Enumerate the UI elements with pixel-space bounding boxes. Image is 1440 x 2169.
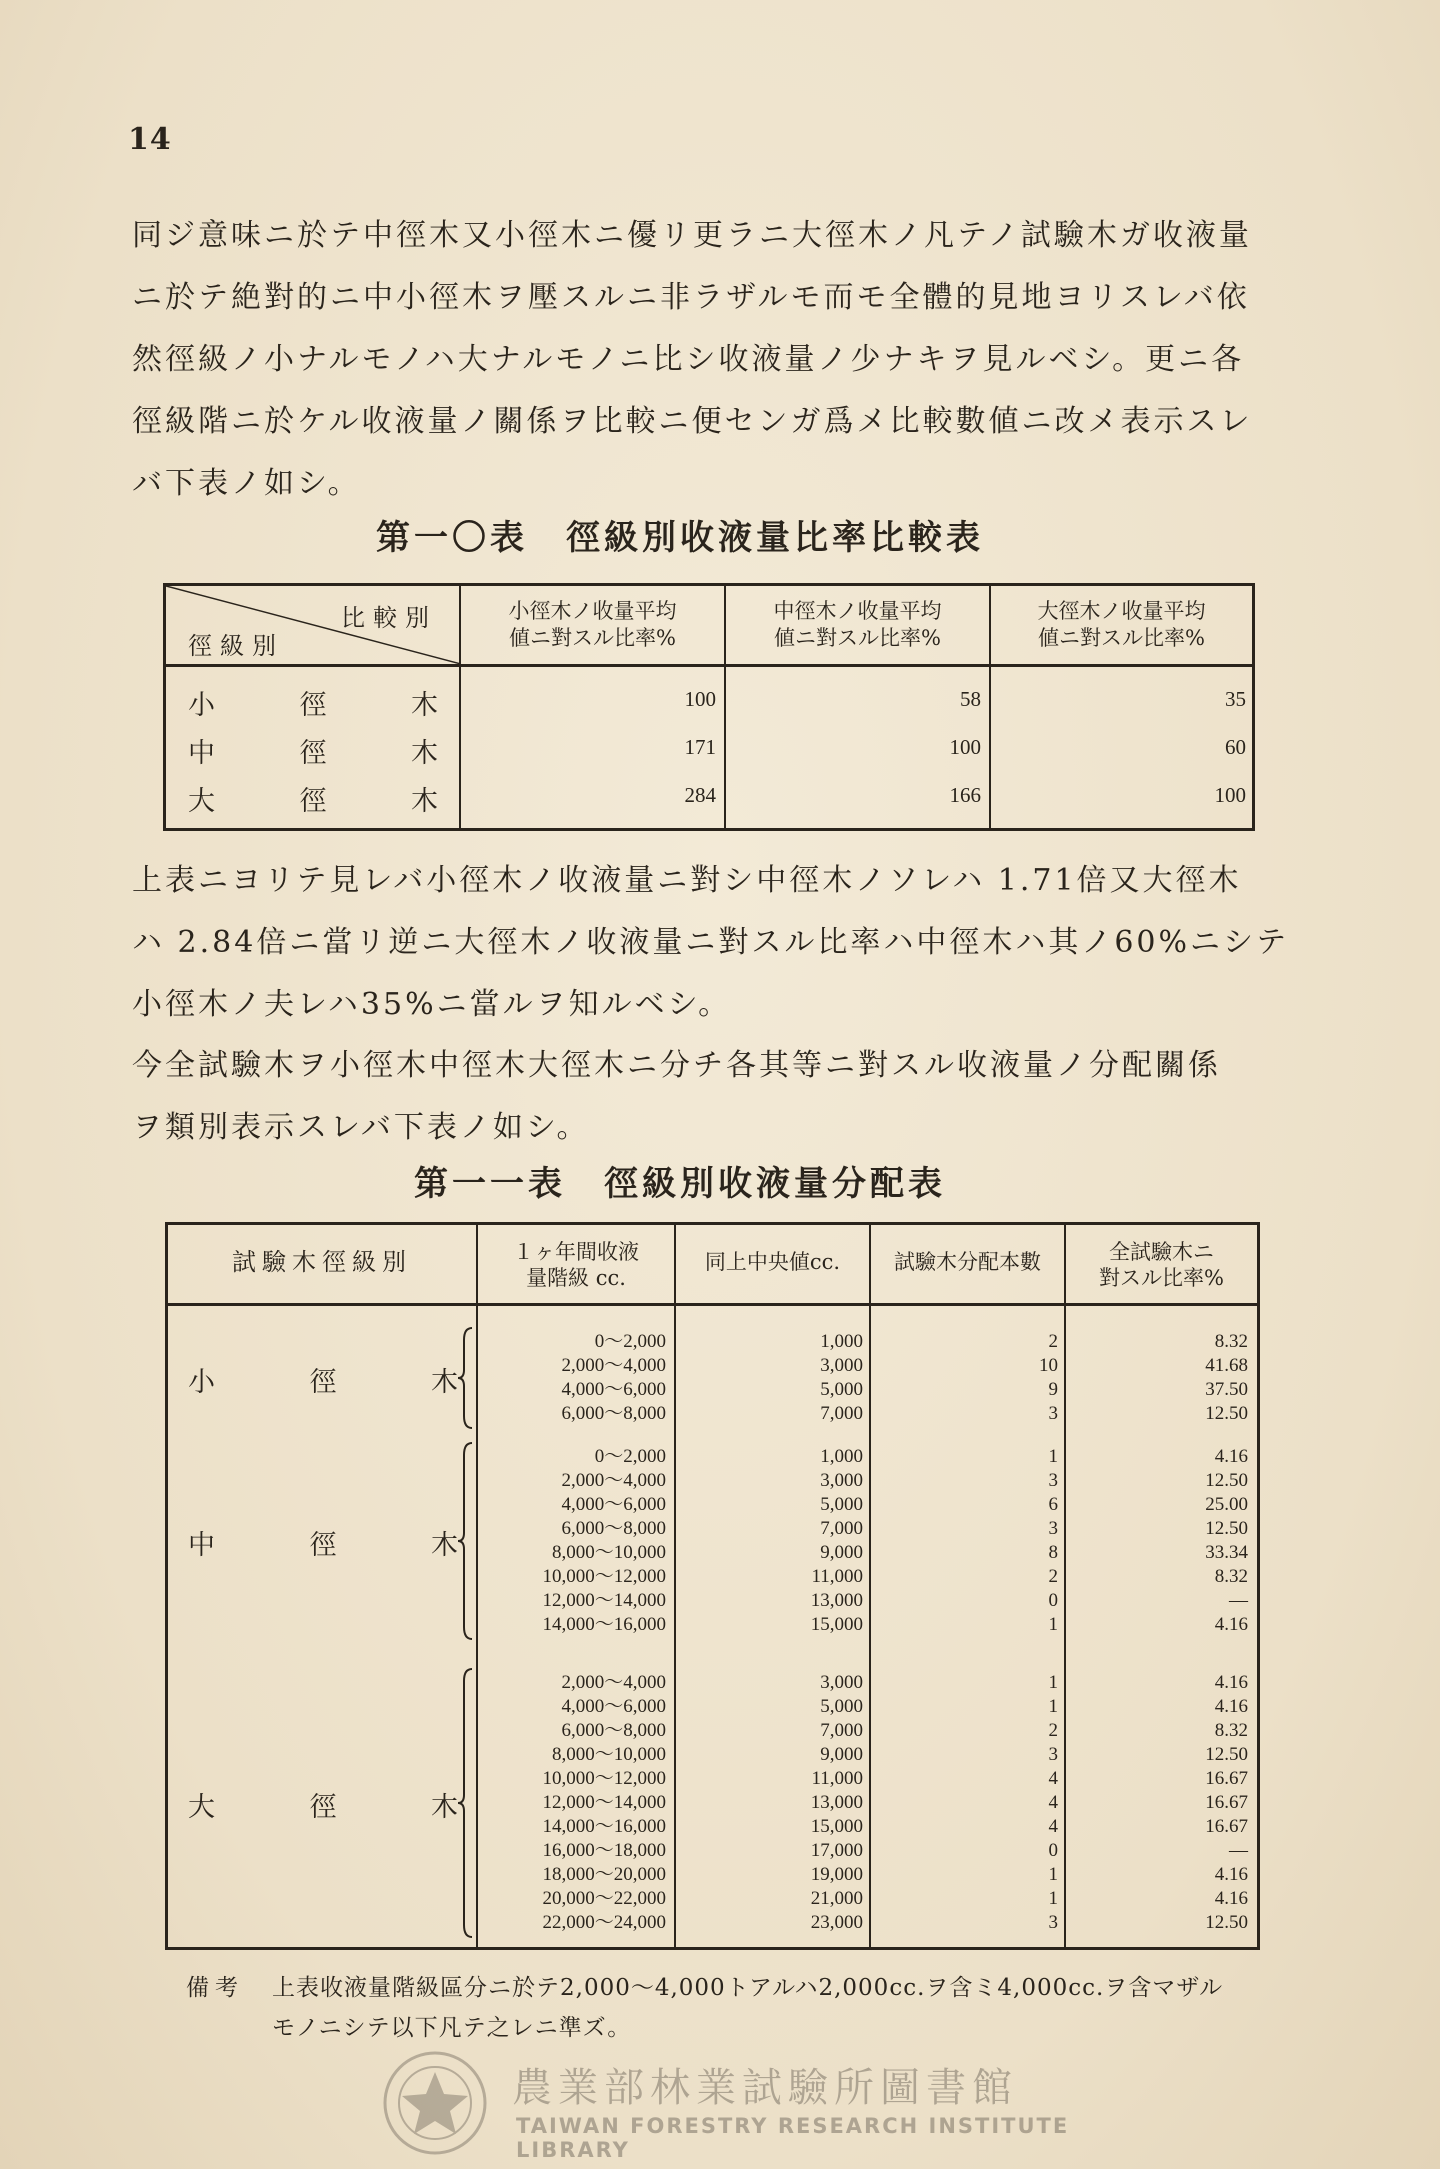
cell-value: 35 [1225, 687, 1246, 711]
table-cell: 1,000 [820, 1446, 863, 1467]
table-cell: 33.34 [1205, 1542, 1248, 1563]
header-line: 全試驗木ニ [1109, 1240, 1214, 1264]
table-cell: 16.67 [1205, 1792, 1248, 1813]
table-cell: 3 [1048, 1744, 1058, 1765]
label-char: 徑 [299, 786, 327, 817]
paragraph-line: ハ 2.84倍ニ當リ逆ニ大徑木ノ收液量ニ對スル比率ハ中徑木ハ其ノ60%ニシテ [132, 925, 1290, 960]
paragraph-3 [132, 1035, 1312, 1159]
table-10-body [166, 667, 1252, 828]
table-cell: 3 [1048, 1403, 1058, 1424]
header-line: 値ニ對スル比率% [509, 626, 676, 650]
label-char: 徑 [299, 738, 327, 769]
table-cell: — [1229, 1590, 1248, 1611]
table-cell: 21,000 [810, 1888, 863, 1909]
table-cell: 6 [1048, 1494, 1058, 1515]
table-cell: 4.16 [1214, 1696, 1248, 1717]
table-cell: 5,000 [820, 1379, 863, 1400]
table-cell: 4.16 [1214, 1446, 1248, 1467]
cell-value: 60 [1225, 735, 1246, 759]
cell-value: 100 [949, 735, 981, 759]
table-cell: 7,000 [820, 1720, 863, 1741]
table-cell: 4,000～6,000 [561, 1379, 666, 1400]
table-row [166, 723, 1252, 771]
label-char: 大 [188, 786, 215, 817]
table-cell: 9,000 [820, 1744, 863, 1765]
table-cell: 10,000～12,000 [542, 1768, 666, 1789]
table-cell: 19,000 [810, 1864, 863, 1885]
table-cell: 16,000～18,000 [542, 1840, 666, 1861]
table-cell: 3,000 [820, 1355, 863, 1376]
column-header-median [676, 1225, 871, 1303]
table-cell: 0～2,000 [594, 1446, 666, 1467]
paragraph-line: 上表ニヨリテ見レバ小徑木ノ收液量ニ對シ中徑木ノソレハ 1.71倍又大徑木 [132, 863, 1242, 898]
label-char: 小 [188, 690, 215, 721]
table-cell: 8,000～10,000 [551, 1744, 666, 1765]
header-line: 對スル比率% [1099, 1266, 1224, 1290]
remarks-line: モノニシテ以下凡テ之レニ準ズ。 [272, 2015, 632, 2041]
table-cell: 16.67 [1205, 1816, 1248, 1837]
table-cell: 10,000～12,000 [542, 1566, 666, 1587]
table-cell: 0 [1048, 1840, 1058, 1861]
paragraph-2 [132, 850, 1312, 1036]
header-line: 値ニ對スル比率% [1038, 626, 1205, 650]
table-cell: 4.16 [1214, 1672, 1248, 1693]
cell-value: 171 [684, 735, 716, 759]
table-cell: 14,000～16,000 [542, 1816, 666, 1837]
label-char: 徑 [309, 1792, 337, 1823]
library-name-zh: 農業部林業試驗所圖書館 [512, 2065, 1018, 2111]
table-cell: 12.50 [1205, 1518, 1248, 1539]
table-cell: 13,000 [810, 1590, 863, 1611]
table-cell: 2,000～4,000 [561, 1355, 666, 1376]
table-cell: 13,000 [810, 1792, 863, 1813]
table-cell: 0～2,000 [594, 1331, 666, 1352]
table-cell: 4 [1048, 1768, 1058, 1789]
label-char: 小 [188, 1367, 215, 1398]
column-header-range [478, 1225, 676, 1303]
table-cell: 2 [1048, 1720, 1058, 1741]
table-cell: 8 [1048, 1542, 1058, 1563]
paragraph-line: 小徑木ノ夫レハ35%ニ當ルヲ知ルベシ。 [132, 987, 732, 1022]
header-line: 同上中央値cc. [704, 1250, 841, 1274]
library-seal-icon [380, 2048, 490, 2158]
table-cell: 14,000～16,000 [542, 1614, 666, 1635]
paragraph-line: 徑級階ニ於ケル收液量ノ關係ヲ比較ニ便センガ爲メ比較數値ニ改メ表示スレ [132, 404, 1253, 439]
table-11-header [168, 1225, 1257, 1306]
table-cell: 1 [1048, 1672, 1058, 1693]
table-10-title: 第一〇表 徑級別收液量比率比較表 [376, 518, 984, 558]
label-char: 木 [411, 786, 438, 817]
table-cell: 5,000 [820, 1494, 863, 1515]
table-cell: 4,000～6,000 [561, 1696, 666, 1717]
table-cell: 25.00 [1205, 1494, 1248, 1515]
table-cell: 9 [1048, 1379, 1058, 1400]
table-cell: 18,000～20,000 [542, 1864, 666, 1885]
column-header-count [871, 1225, 1066, 1303]
table-cell: 4.16 [1214, 1864, 1248, 1885]
table-11 [165, 1222, 1260, 1950]
table-cell: 1,000 [820, 1331, 863, 1352]
paragraph-line: ニ於テ絶對的ニ中小徑木ヲ壓スルニ非ラザルモ而モ全體的見地ヨリスレバ依 [132, 280, 1250, 315]
page-number: 14 [128, 122, 172, 157]
column-header-class [168, 1225, 478, 1303]
table-cell: 3,000 [820, 1672, 863, 1693]
column-header-ratio [1066, 1225, 1257, 1303]
label-char: 木 [431, 1530, 458, 1561]
brace-icon [456, 1326, 476, 1430]
group-label [188, 1360, 458, 1399]
table-cell: 2,000～4,000 [561, 1672, 666, 1693]
brace-icon [456, 1441, 476, 1641]
table-cell: 11,000 [811, 1768, 863, 1789]
cell-value: 166 [949, 783, 981, 807]
table-cell: 12,000～14,000 [542, 1590, 666, 1611]
paragraph-line: ヲ類別表示スレバ下表ノ如シ。 [132, 1110, 590, 1145]
table-cell: — [1229, 1840, 1248, 1861]
paragraph-1 [132, 205, 1312, 515]
column-divider [1064, 1306, 1066, 1947]
table-cell: 1 [1048, 1888, 1058, 1909]
table-row [166, 771, 1252, 819]
label-char: 木 [431, 1367, 458, 1398]
table-cell: 15,000 [810, 1816, 863, 1837]
table-cell: 6,000～8,000 [561, 1518, 666, 1539]
header-line: １ヶ年間收液 [513, 1240, 639, 1264]
table-cell: 4.16 [1214, 1614, 1248, 1635]
table-cell: 0 [1048, 1590, 1058, 1611]
paragraph-line: バ下表ノ如シ。 [132, 466, 361, 501]
table-cell: 20,000～22,000 [542, 1888, 666, 1909]
label-char: 大 [188, 1792, 215, 1823]
table-cell: 8.32 [1214, 1331, 1248, 1352]
column-divider [869, 1306, 871, 1947]
diagonal-top-label: 比較別 [341, 604, 437, 632]
cell-value: 284 [684, 783, 716, 807]
remarks-line: 上表收液量階級區分ニ於テ2,000～4,000トアルハ2,000cc.ヲ含ミ4,000cc.ヲ含マザル [272, 1975, 1224, 2001]
table-cell: 12.50 [1205, 1470, 1248, 1491]
cell-value: 58 [960, 687, 981, 711]
table-cell: 11,000 [811, 1566, 863, 1587]
diagonal-bottom-label: 徑級別 [188, 632, 284, 660]
table-cell: 2 [1048, 1566, 1058, 1587]
header-line: 試驗木徑級別 [232, 1248, 412, 1276]
table-11-body [168, 1306, 1257, 1947]
row-label [188, 683, 438, 722]
table-cell: 1 [1048, 1446, 1058, 1467]
table-cell: 12,000～14,000 [542, 1792, 666, 1813]
table-cell: 8.32 [1214, 1720, 1248, 1741]
table-cell: 17,000 [810, 1840, 863, 1861]
header-line: 量階級 cc. [526, 1266, 626, 1290]
table-cell: 22,000～24,000 [542, 1912, 666, 1933]
table-10-header [166, 586, 1252, 667]
table-cell: 1 [1048, 1864, 1058, 1885]
table-10 [163, 583, 1255, 831]
paragraph-line: 今全試驗木ヲ小徑木中徑木大徑木ニ分チ各其等ニ對スル收液量ノ分配關係 [132, 1048, 1221, 1083]
label-char: 中 [188, 738, 215, 769]
header-line: 値ニ對スル比率% [774, 626, 941, 650]
table-cell: 41.68 [1205, 1355, 1248, 1376]
table-cell: 7,000 [820, 1518, 863, 1539]
table-cell: 6,000～8,000 [561, 1720, 666, 1741]
library-watermark [380, 2048, 1100, 2162]
table-cell: 3 [1048, 1518, 1058, 1539]
table-cell: 9,000 [820, 1542, 863, 1563]
table-cell: 12.50 [1205, 1744, 1248, 1765]
table-cell: 8,000～10,000 [551, 1542, 666, 1563]
table-cell: 15,000 [810, 1614, 863, 1635]
header-line: 中徑木ノ收量平均 [773, 599, 942, 623]
table-cell: 4,000～6,000 [561, 1494, 666, 1515]
label-char: 徑 [299, 690, 327, 721]
table-cell: 4 [1048, 1816, 1058, 1837]
header-line: 小徑木ノ收量平均 [508, 599, 677, 623]
label-char: 木 [411, 690, 438, 721]
label-char: 中 [188, 1530, 215, 1561]
table-cell: 7,000 [820, 1403, 863, 1424]
diagonal-header-cell [166, 586, 461, 664]
table-11-title: 第一一表 徑級別收液量分配表 [414, 1164, 946, 1204]
header-line: 試驗木分配本數 [894, 1250, 1041, 1274]
table-cell: 37.50 [1205, 1379, 1248, 1400]
paragraph-line: 然徑級ノ小ナルモノハ大ナルモノニ比シ收液量ノ少ナキヲ見ルベシ。更ニ各 [132, 342, 1245, 377]
label-char: 木 [411, 738, 438, 769]
paragraph-line: 同ジ意味ニ於テ中徑木又小徑木ニ優リ更ラニ大徑木ノ凡テノ試驗木ガ收液量 [132, 218, 1252, 253]
column-divider [476, 1306, 478, 1947]
group-label [188, 1785, 458, 1824]
table-cell: 2,000～4,000 [561, 1470, 666, 1491]
row-label [188, 779, 438, 818]
table-cell: 8.32 [1214, 1566, 1248, 1587]
table-cell: 12.50 [1205, 1403, 1248, 1424]
table-cell: 2 [1048, 1331, 1058, 1352]
label-char: 徑 [309, 1367, 337, 1398]
label-char: 徑 [309, 1530, 337, 1561]
table-cell: 3 [1048, 1912, 1058, 1933]
column-header-large [991, 586, 1252, 664]
label-char: 木 [431, 1792, 458, 1823]
table-row [166, 675, 1252, 723]
table-cell: 4.16 [1214, 1888, 1248, 1909]
column-header-small [461, 586, 726, 664]
group-label [188, 1523, 458, 1562]
column-header-medium [726, 586, 991, 664]
cell-value: 100 [1214, 783, 1246, 807]
table-cell: 10 [1039, 1355, 1058, 1376]
column-divider [674, 1306, 676, 1947]
table-cell: 3 [1048, 1470, 1058, 1491]
table-cell: 4 [1048, 1792, 1058, 1813]
cell-value: 100 [684, 687, 716, 711]
table-cell: 1 [1048, 1614, 1058, 1635]
table-cell: 23,000 [810, 1912, 863, 1933]
table-cell: 1 [1048, 1696, 1058, 1717]
header-line: 大徑木ノ收量平均 [1037, 599, 1206, 623]
table-cell: 16.67 [1205, 1768, 1248, 1789]
brace-icon [456, 1667, 476, 1939]
table-cell: 6,000～8,000 [561, 1403, 666, 1424]
table-cell: 5,000 [820, 1696, 863, 1717]
table-cell: 3,000 [820, 1470, 863, 1491]
library-name-en: TAIWAN FORESTRY RESEARCH INSTITUTE LIBRARY [516, 2114, 1070, 2162]
table-cell: 12.50 [1205, 1912, 1248, 1933]
row-label [188, 731, 438, 770]
remarks-label: 備考 [186, 1975, 244, 2001]
